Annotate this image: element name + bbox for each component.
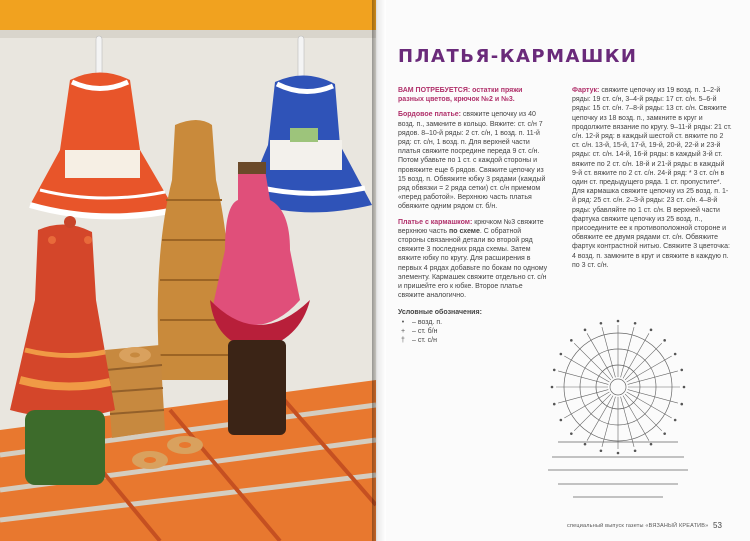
pocket-dress-label: Платье с кармашком: — [398, 218, 473, 226]
diagram-chain-dot — [680, 403, 683, 406]
diagram-chain-dot — [663, 339, 666, 342]
legend-item-single-crochet — [398, 327, 548, 336]
pocket-dress-bold: по схеме — [449, 227, 480, 235]
legend-symbol: † — [401, 336, 405, 344]
diagram-chain-dot — [570, 432, 573, 435]
diagram-stitch-line — [574, 394, 611, 431]
page-title: ПЛАТЬЯ-КАРМАШКИ — [398, 46, 638, 67]
legend-item-double-crochet — [398, 336, 548, 345]
legend-symbol: • — [401, 318, 405, 326]
diagram-chain-dot — [674, 353, 677, 356]
diagram-chain-dot — [634, 449, 637, 452]
diagram-chain-dot — [570, 339, 573, 342]
materials-text: остатки пряжи разных цветов, крючок №2 и №3. — [398, 87, 523, 104]
diagram-chain-dot — [560, 353, 563, 356]
diagram-chain-dot — [617, 320, 620, 323]
pocket-dress-text-a: крючком №3 свяжите верхнюю часть — [398, 218, 544, 235]
diagram-chain-dot — [650, 443, 653, 446]
legend-title: Условные обозначения: — [398, 309, 482, 317]
page-number: 53 — [713, 521, 722, 530]
legend-symbol: + — [400, 327, 406, 335]
diagram-chain-dot — [560, 419, 563, 422]
pocket-dress-paragraph — [398, 218, 548, 301]
diagram-chain-dot — [584, 329, 587, 332]
diagram-stitch-line — [625, 394, 662, 431]
diagram-stitch-line — [625, 343, 662, 380]
diagram-chain-dot — [650, 329, 653, 332]
pocket-dress-text-b: . С обратной стороны связанной детали во второй ряд свяжите 3 последних ряда схемы. Затем вяжите юбку по кругу. Для расширения в первых 4 рядах добавьте по бокам по одному элементу. Кармашек свяжите отдельно ст. с/н и пришейте его к юбке. Второе платье свяжите аналогично. — [398, 227, 548, 300]
diagram-chain-dot — [553, 369, 556, 372]
materials-paragraph — [398, 86, 548, 104]
apron-label: Фартук: — [572, 87, 600, 94]
diagram-chain-dot — [634, 322, 637, 325]
instructions-left-column — [398, 86, 548, 345]
burgundy-dress-text: свяжите цепочку из 40 возд. п., замкните в кольцо. Вяжите: ст. с/н 7 рядов. 8–10-й ряды: 2 ст. с/н, 1 возд. п. 11-й ряд: ст. с/н, 1 возд. п. Для верхней части платья свяжите посредине переда 9 ст. с/н. Потом убавьте по 1 ст. с каждой стороны и провяжите еще 6 рядов. Свяжите цепочку из 15 возд. п. Обвяжите юбку 3 рядами (каждый ряд обвязки = 2 ряда сетки) ст. с/н приемом «перед работой». Верхнюю часть платья обвяжите одним рядом ст. б/н. — [398, 111, 546, 211]
legend-text: – ст. б/н — [412, 327, 438, 335]
instructions-right-column — [572, 86, 732, 276]
diagram-chain-dot — [551, 386, 554, 389]
diagram-chain-dot — [617, 452, 620, 455]
diagram-chain-dot — [553, 403, 556, 406]
burgundy-dress-paragraph — [398, 110, 548, 211]
legend-text: – ст. с/н — [412, 336, 437, 344]
apron-text: свяжите цепочку из 19 возд. п. 1–2-й ряды: 19 ст. с/н, 3–4-й ряды: 17 ст. с/н. 5–6-й ряды: 15 ст. с/н. 7–8-й ряды: 13 ст. с/н. Свяжите цепочку из 18 возд. п., замкните в круг и продолжите вязание по кругу. 9–11-й ряды: 21 ст. с/н. 12-й ряд: в каждый шестой ст. вяжите по 2 ст. с/н. 13-й, 15-й, 17-й, 19-й, 20-й, 22-й и 23-й ряды: ст. с/н. 14-й, 16-й ряды: в каждый 3-й ст. вяжите по 2 ст. с/н. 18-й и 21-й ряды: в каждый 9-й ст. вяжите по 2 ст. с/н. 24-й ряд: * 3 ст. с/н в один ст. предыдущего ряда. 1 ст. пропустите*. Для кармашка свяжите цепочку из 25 возд. п. 1-й ряд: 25 ст. с/н. 2–3-й ряды: 23 ст. с/н. 4–8-й ряды: убавляйте по 1 ст. с/н. В верхней части фартука свяжите цепочку из 25 возд. п., присоедините ее к противоположной стороне и обвяжите ее двумя рядами ст. с/н. Обвяжите фартук контрастной нитью. Свяжите 3 цветочка: 4 возд. п. замкните в круг и свяжите в каждую п. по 3 ст. с/н. — [572, 87, 732, 269]
legend-text: – возд. п. — [412, 318, 443, 326]
diagram-chain-dot — [674, 419, 677, 422]
apron-paragraph — [572, 86, 732, 270]
burgundy-dress-label: Бордовое платье: — [398, 111, 461, 119]
page-footer: специальный выпуск газеты «ВЯЗАНЫЙ КРЕАТИВ» — [567, 523, 709, 529]
book-gutter — [372, 0, 386, 541]
materials-label: ВАМ ПОТРЕБУЕТСЯ: — [398, 87, 471, 94]
diagram-chain-dot — [663, 432, 666, 435]
diagram-chain-dot — [600, 322, 603, 325]
legend-item-chain — [398, 318, 548, 327]
diagram-chain-dot — [680, 369, 683, 372]
diagram-chain-dot — [584, 443, 587, 446]
diagram-stitch-line — [574, 343, 611, 380]
crochet-diagram — [528, 312, 708, 512]
diagram-chain-dot — [600, 449, 603, 452]
diagram-chain-dot — [683, 386, 686, 389]
